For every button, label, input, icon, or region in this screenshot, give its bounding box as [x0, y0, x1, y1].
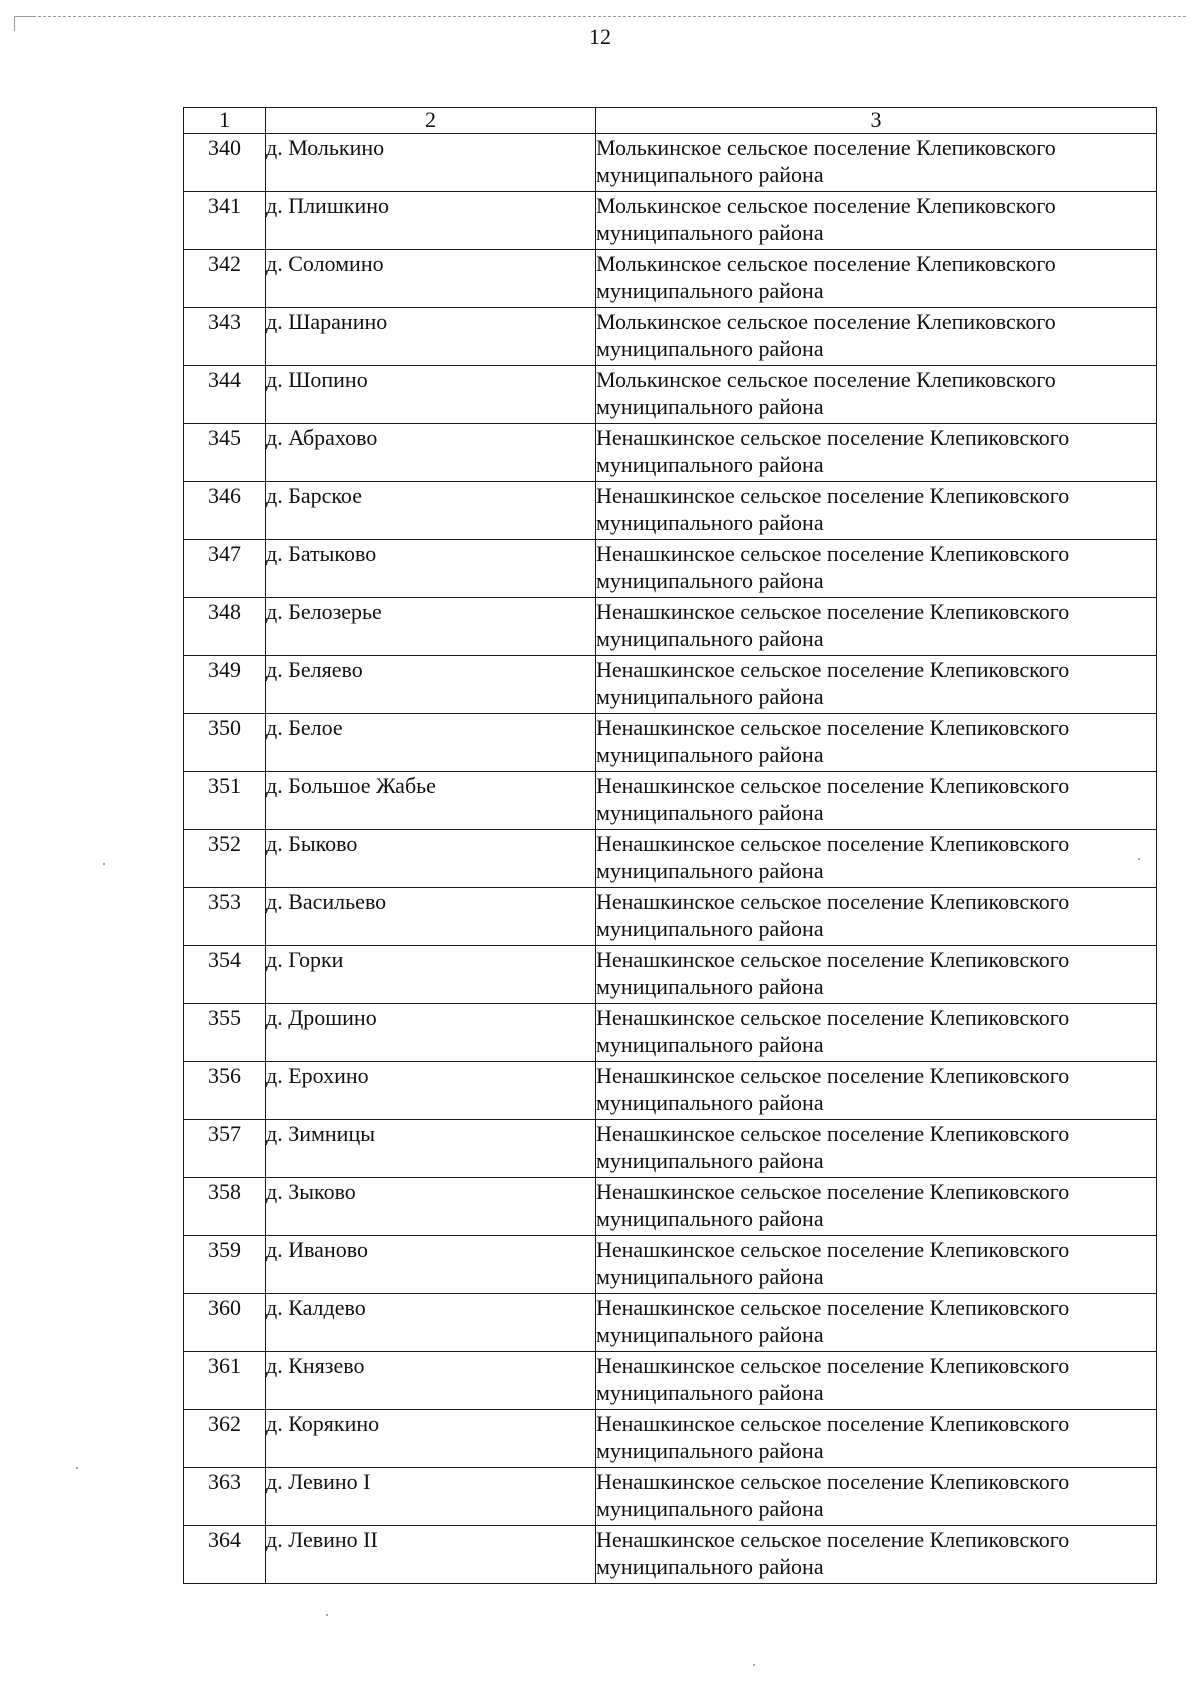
- column-header-3: 3: [596, 108, 1157, 134]
- municipality-line-2: муниципального района: [596, 162, 824, 187]
- municipality-line-2: муниципального района: [596, 568, 824, 593]
- row-number: 348: [184, 598, 266, 656]
- scan-speck: [753, 1664, 755, 1666]
- table-row: [184, 366, 1157, 424]
- table-row: [184, 1410, 1157, 1468]
- table-row: [184, 946, 1157, 1004]
- municipality-line-2: муниципального района: [596, 1206, 824, 1231]
- scan-speck: [76, 1467, 78, 1469]
- table-row: [184, 1468, 1157, 1526]
- municipality-line-1: Молькинское сельское поселение Клепиковского: [596, 135, 1056, 160]
- table-row: [184, 598, 1157, 656]
- row-number: 344: [184, 366, 266, 424]
- municipality-line-1: Ненашкинское сельское поселение Клепиковского: [596, 1063, 1070, 1088]
- municipality-line-2: муниципального района: [596, 1148, 824, 1173]
- settlements-table: [183, 107, 1157, 1584]
- municipality-cell: [596, 1178, 1157, 1236]
- settlement-name: д. Зыково: [266, 1178, 596, 1236]
- settlement-name: д. Горки: [266, 946, 596, 1004]
- municipality-line-2: муниципального района: [596, 220, 824, 245]
- municipality-line-2: муниципального района: [596, 394, 824, 419]
- column-header-1: 1: [184, 108, 266, 134]
- row-number: 357: [184, 1120, 266, 1178]
- municipality-cell: [596, 830, 1157, 888]
- municipality-cell: [596, 772, 1157, 830]
- municipality-cell: [596, 1062, 1157, 1120]
- row-number: 363: [184, 1468, 266, 1526]
- municipality-line-1: Ненашкинское сельское поселение Клепиковского: [596, 483, 1070, 508]
- municipality-line-1: Молькинское сельское поселение Клепиковского: [596, 251, 1056, 276]
- municipality-line-2: муниципального района: [596, 336, 824, 361]
- row-number: 347: [184, 540, 266, 598]
- municipality-cell: [596, 598, 1157, 656]
- municipality-line-1: Молькинское сельское поселение Клепиковского: [596, 367, 1056, 392]
- row-number: 346: [184, 482, 266, 540]
- municipality-line-1: Ненашкинское сельское поселение Клепиковского: [596, 1527, 1070, 1552]
- table-row: [184, 1178, 1157, 1236]
- municipality-line-2: муниципального района: [596, 452, 824, 477]
- scan-speck: [326, 1614, 328, 1616]
- municipality-cell: [596, 1352, 1157, 1410]
- settlement-name: д. Белозерье: [266, 598, 596, 656]
- table-row: [184, 1294, 1157, 1352]
- table-row: [184, 714, 1157, 772]
- settlement-name: д. Абрахово: [266, 424, 596, 482]
- row-number: 361: [184, 1352, 266, 1410]
- settlement-name: д. Калдево: [266, 1294, 596, 1352]
- table-row: [184, 772, 1157, 830]
- row-number: 340: [184, 134, 266, 192]
- table-row: [184, 656, 1157, 714]
- settlement-name: д. Зимницы: [266, 1120, 596, 1178]
- municipality-line-2: муниципального района: [596, 1090, 824, 1115]
- municipality-line-1: Ненашкинское сельское поселение Клепиковского: [596, 715, 1070, 740]
- municipality-cell: [596, 482, 1157, 540]
- settlement-name: д. Левино I: [266, 1468, 596, 1526]
- municipality-cell: [596, 714, 1157, 772]
- settlement-name: д. Иваново: [266, 1236, 596, 1294]
- municipality-cell: [596, 888, 1157, 946]
- settlement-name: д. Быково: [266, 830, 596, 888]
- municipality-line-1: Ненашкинское сельское поселение Клепиковского: [596, 599, 1070, 624]
- table-row: [184, 424, 1157, 482]
- municipality-line-1: Ненашкинское сельское поселение Клепиковского: [596, 889, 1070, 914]
- settlement-name: д. Ерохино: [266, 1062, 596, 1120]
- table-row: [184, 308, 1157, 366]
- row-number: 356: [184, 1062, 266, 1120]
- settlement-name: д. Корякино: [266, 1410, 596, 1468]
- municipality-line-2: муниципального района: [596, 278, 824, 303]
- municipality-cell: [596, 1294, 1157, 1352]
- municipality-line-1: Ненашкинское сельское поселение Клепиковского: [596, 1411, 1070, 1436]
- municipality-line-1: Ненашкинское сельское поселение Клепиковского: [596, 1005, 1070, 1030]
- scan-speck: [103, 863, 105, 865]
- table-row: [184, 1352, 1157, 1410]
- municipality-line-2: муниципального района: [596, 916, 824, 941]
- table-row: [184, 1526, 1157, 1584]
- row-number: 353: [184, 888, 266, 946]
- settlement-name: д. Дрошино: [266, 1004, 596, 1062]
- municipality-line-1: Ненашкинское сельское поселение Клепиковского: [596, 1295, 1070, 1320]
- table-row: [184, 134, 1157, 192]
- municipality-line-2: муниципального района: [596, 1264, 824, 1289]
- settlement-name: д. Беляево: [266, 656, 596, 714]
- municipality-line-1: Ненашкинское сельское поселение Клепиковского: [596, 1469, 1070, 1494]
- settlement-name: д. Молькино: [266, 134, 596, 192]
- settlement-name: д. Князево: [266, 1352, 596, 1410]
- municipality-line-2: муниципального района: [596, 1554, 824, 1579]
- municipality-cell: [596, 656, 1157, 714]
- table-row: [184, 1004, 1157, 1062]
- municipality-cell: [596, 1004, 1157, 1062]
- municipality-cell: [596, 134, 1157, 192]
- table-row: [184, 250, 1157, 308]
- scan-speck: [1138, 858, 1140, 860]
- settlement-name: д. Барское: [266, 482, 596, 540]
- municipality-cell: [596, 366, 1157, 424]
- municipality-line-1: Ненашкинское сельское поселение Клепиковского: [596, 947, 1070, 972]
- row-number: 359: [184, 1236, 266, 1294]
- row-number: 342: [184, 250, 266, 308]
- settlement-name: д. Большое Жабье: [266, 772, 596, 830]
- scan-edge-line: [18, 16, 1186, 17]
- column-header-2: 2: [266, 108, 596, 134]
- municipality-line-2: муниципального района: [596, 684, 824, 709]
- row-number: 350: [184, 714, 266, 772]
- table-row: [184, 192, 1157, 250]
- settlement-name: д. Шаранино: [266, 308, 596, 366]
- municipality-cell: [596, 1526, 1157, 1584]
- municipality-cell: [596, 1468, 1157, 1526]
- table-row: [184, 482, 1157, 540]
- municipality-line-2: муниципального района: [596, 974, 824, 999]
- settlement-name: д. Васильево: [266, 888, 596, 946]
- municipality-line-2: муниципального района: [596, 1032, 824, 1057]
- row-number: 343: [184, 308, 266, 366]
- row-number: 351: [184, 772, 266, 830]
- municipality-line-2: муниципального района: [596, 800, 824, 825]
- table-row: [184, 540, 1157, 598]
- municipality-cell: [596, 424, 1157, 482]
- municipality-line-2: муниципального района: [596, 626, 824, 651]
- settlement-name: д. Соломино: [266, 250, 596, 308]
- table-row: [184, 1062, 1157, 1120]
- row-number: 358: [184, 1178, 266, 1236]
- table-row: [184, 1236, 1157, 1294]
- table-row: [184, 1120, 1157, 1178]
- row-number: 360: [184, 1294, 266, 1352]
- settlement-name: д. Плишкино: [266, 192, 596, 250]
- settlement-name: д. Белое: [266, 714, 596, 772]
- municipality-cell: [596, 1120, 1157, 1178]
- row-number: 364: [184, 1526, 266, 1584]
- municipality-line-2: муниципального района: [596, 1438, 824, 1463]
- municipality-line-1: Ненашкинское сельское поселение Клепиковского: [596, 1179, 1070, 1204]
- municipality-cell: [596, 946, 1157, 1004]
- municipality-line-1: Молькинское сельское поселение Клепиковского: [596, 309, 1056, 334]
- settlement-name: д. Батыково: [266, 540, 596, 598]
- municipality-line-2: муниципального района: [596, 510, 824, 535]
- page-number: 12: [589, 24, 611, 49]
- row-number: 362: [184, 1410, 266, 1468]
- row-number: 352: [184, 830, 266, 888]
- municipality-line-1: Молькинское сельское поселение Клепиковского: [596, 193, 1056, 218]
- municipality-cell: [596, 308, 1157, 366]
- municipality-line-1: Ненашкинское сельское поселение Клепиковского: [596, 773, 1070, 798]
- municipality-line-2: муниципального района: [596, 742, 824, 767]
- row-number: 354: [184, 946, 266, 1004]
- municipality-line-2: муниципального района: [596, 1380, 824, 1405]
- municipality-line-1: Ненашкинское сельское поселение Клепиковского: [596, 831, 1070, 856]
- table-row: [184, 888, 1157, 946]
- settlement-name: д. Левино II: [266, 1526, 596, 1584]
- settlement-name: д. Шопино: [266, 366, 596, 424]
- municipality-line-2: муниципального района: [596, 858, 824, 883]
- row-number: 341: [184, 192, 266, 250]
- municipality-cell: [596, 250, 1157, 308]
- municipality-line-2: муниципального района: [596, 1322, 824, 1347]
- row-number: 349: [184, 656, 266, 714]
- municipality-line-1: Ненашкинское сельское поселение Клепиковского: [596, 657, 1070, 682]
- municipality-cell: [596, 1236, 1157, 1294]
- municipality-cell: [596, 1410, 1157, 1468]
- row-number: 345: [184, 424, 266, 482]
- table-row: [184, 830, 1157, 888]
- municipality-line-1: Ненашкинское сельское поселение Клепиковского: [596, 425, 1070, 450]
- municipality-cell: [596, 192, 1157, 250]
- table-header-row: [184, 108, 1157, 134]
- row-number: 355: [184, 1004, 266, 1062]
- municipality-line-2: муниципального района: [596, 1496, 824, 1521]
- municipality-line-1: Ненашкинское сельское поселение Клепиковского: [596, 1121, 1070, 1146]
- municipality-cell: [596, 540, 1157, 598]
- municipality-line-1: Ненашкинское сельское поселение Клепиковского: [596, 1353, 1070, 1378]
- municipality-line-1: Ненашкинское сельское поселение Клепиковского: [596, 541, 1070, 566]
- municipality-line-1: Ненашкинское сельское поселение Клепиковского: [596, 1237, 1070, 1262]
